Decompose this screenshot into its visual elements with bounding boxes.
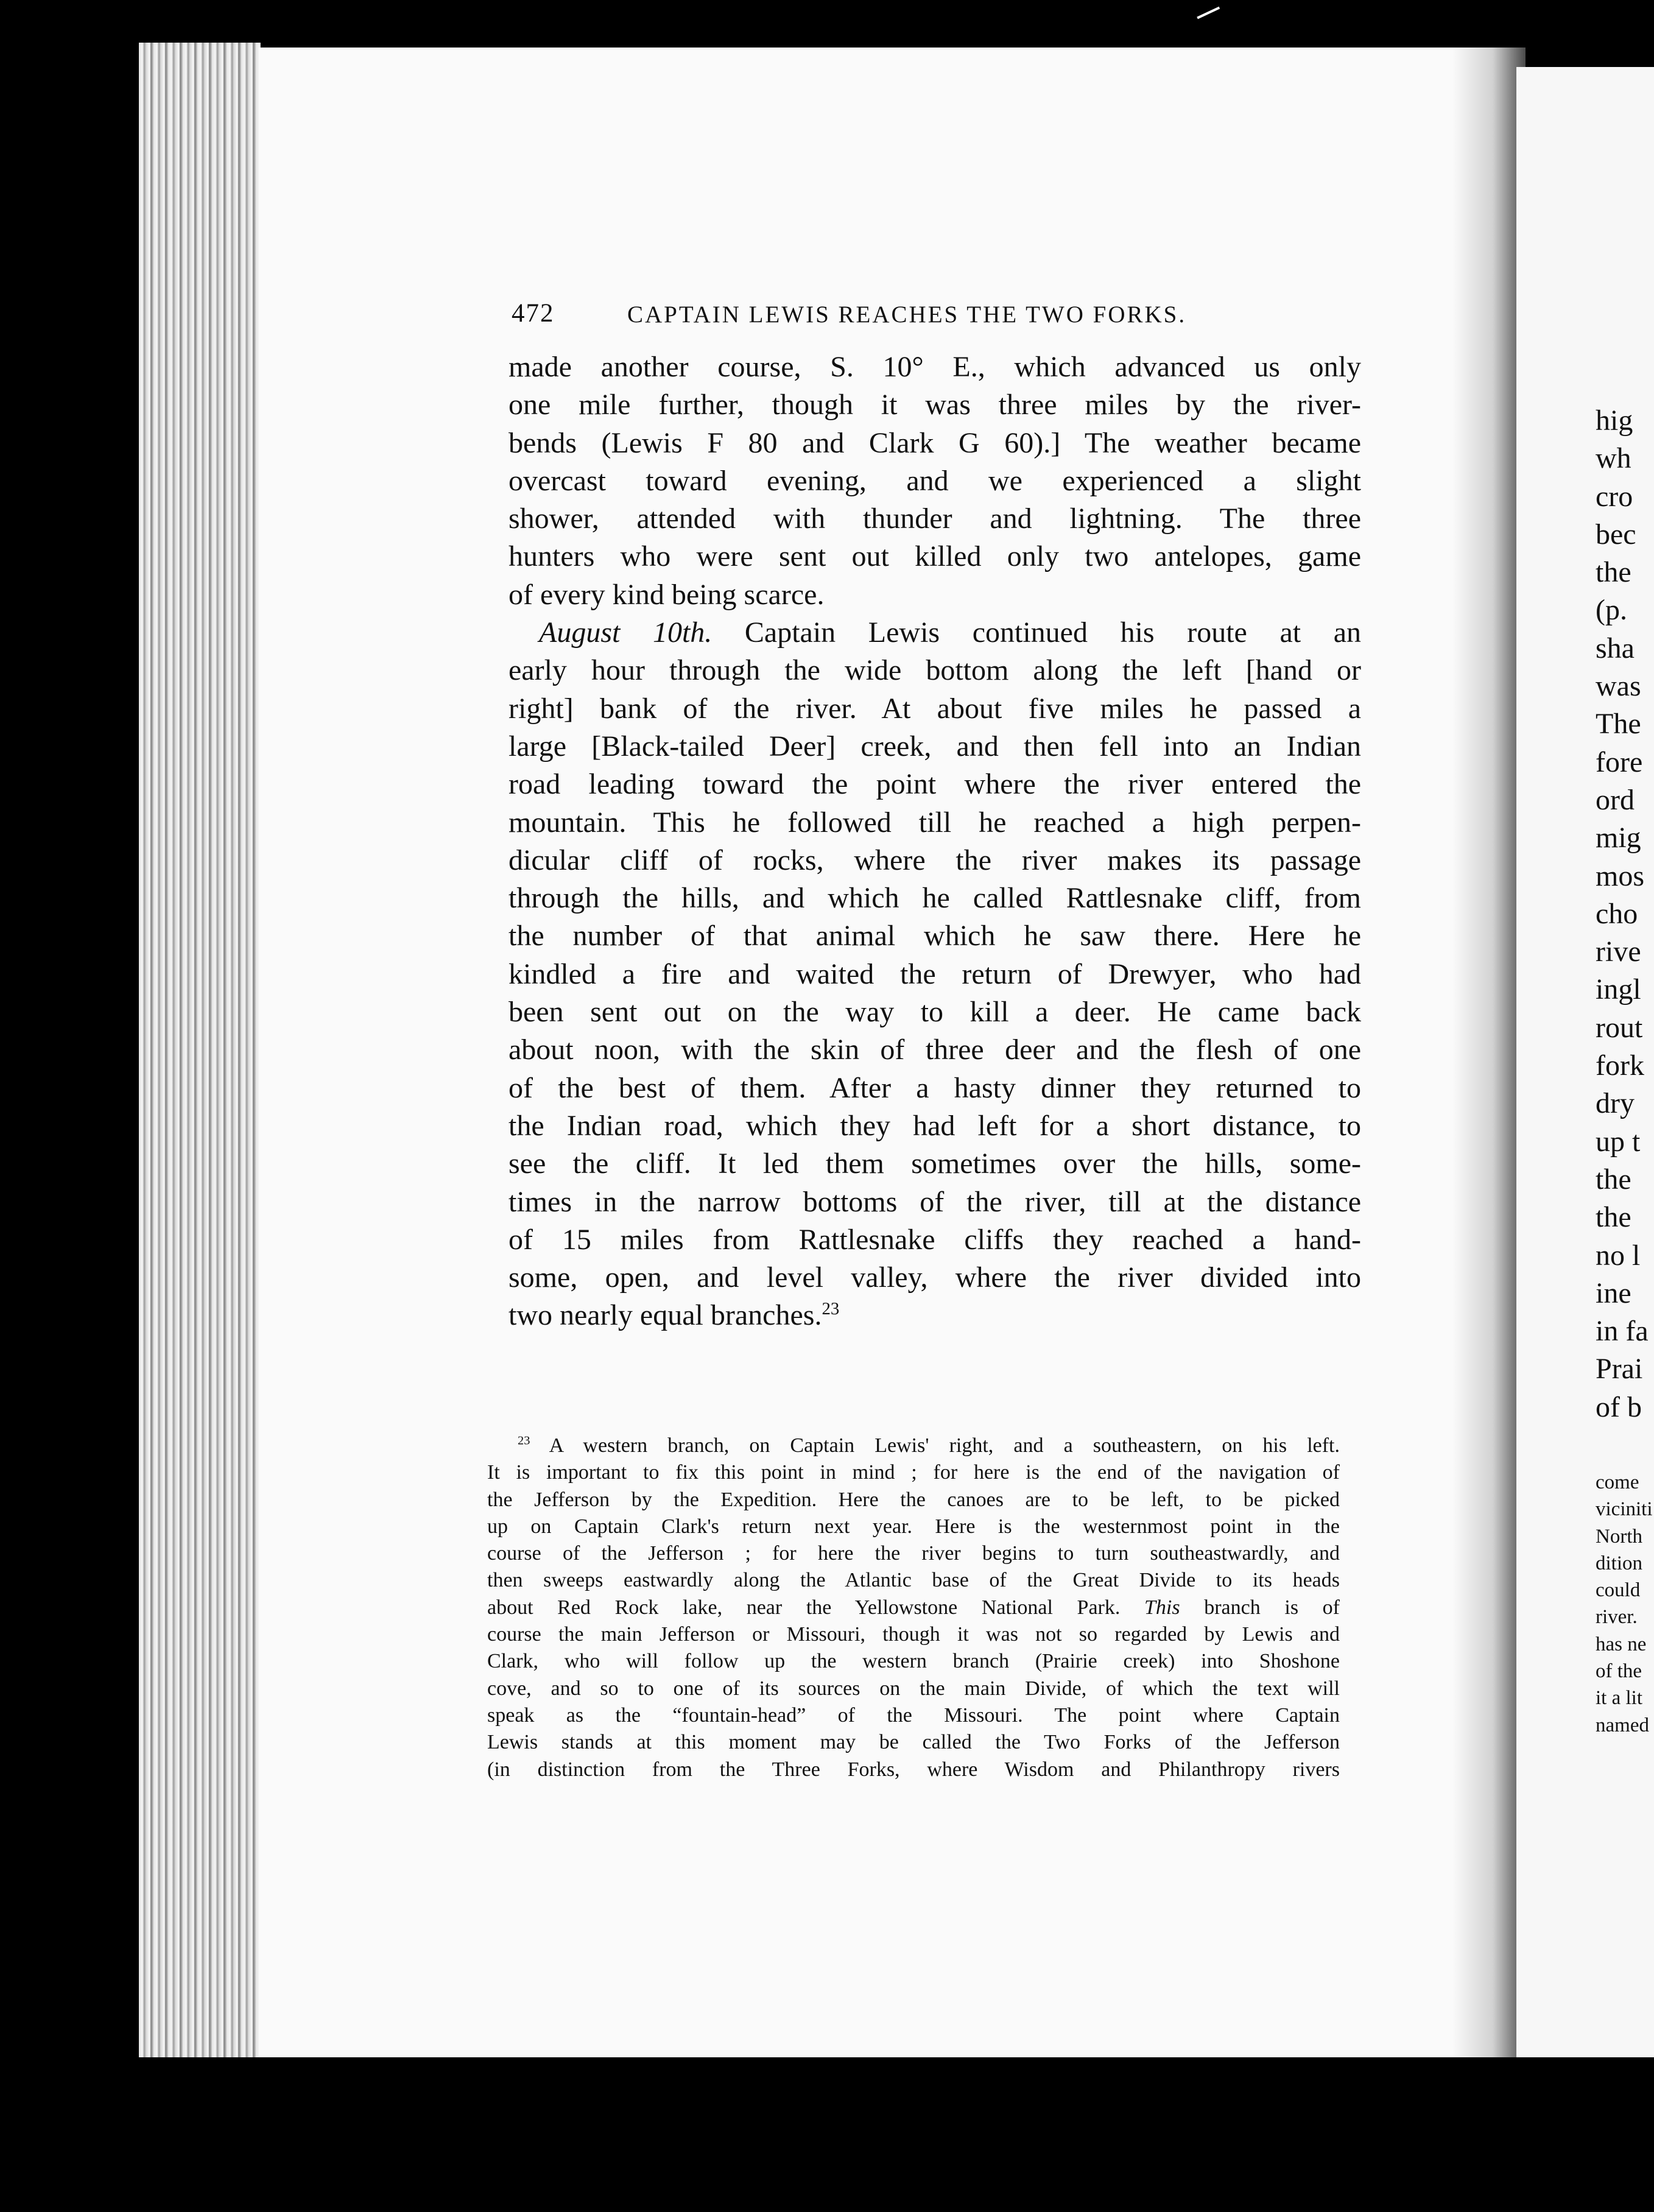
facing-line: (p. bbox=[1596, 594, 1627, 627]
footnote-marker: 23 bbox=[518, 1434, 530, 1448]
footnote-line: It is important to fix this point in mind ; for here is the end of the navigation of bbox=[487, 1461, 1340, 1484]
footnote-line: speak as the “fountain-head” of the Missouri. The point where Captain bbox=[487, 1703, 1340, 1727]
facing-line: the bbox=[1596, 556, 1631, 589]
scan-background bbox=[0, 2057, 1654, 2212]
facing-line: bec bbox=[1596, 518, 1636, 551]
facing-line: of b bbox=[1596, 1390, 1642, 1423]
facing-line: ine bbox=[1596, 1277, 1631, 1309]
facing-line: hig bbox=[1596, 404, 1633, 437]
facing-line: The bbox=[1596, 708, 1641, 741]
text-line: kindled a fire and waited the return of Drewyer, who had bbox=[509, 957, 1361, 990]
footnote-line: Lewis stands at this moment may be called the Two Forks of the Jefferson bbox=[487, 1731, 1340, 1754]
text-line: been sent out on the way to kill a deer. He came back bbox=[509, 996, 1361, 1029]
text-line: early hour through the wide bottom along the left [hand or bbox=[509, 654, 1361, 687]
facing-fn-line: it a lit bbox=[1596, 1687, 1642, 1710]
text-fragment: two nearly equal branches. bbox=[509, 1299, 822, 1332]
text-line: shower, attended with thunder and lightning. The three bbox=[509, 502, 1361, 535]
facing-line: rive bbox=[1596, 935, 1641, 968]
footnote-line: then sweeps eastwardly along the Atlantic base of the Great Divide to its heads bbox=[487, 1569, 1340, 1592]
facing-line: fore bbox=[1596, 745, 1643, 778]
facing-line: wh bbox=[1596, 442, 1631, 475]
footnote-line: up on Captain Clark's return next year. Here is the westernmost point in the bbox=[487, 1515, 1340, 1538]
text-fragment: branch is of bbox=[1180, 1596, 1340, 1619]
text-fragment: A western branch, on Captain Lewis' right, and a southeastern, on his left. bbox=[530, 1434, 1340, 1457]
text-line: one mile further, though it was three miles by the river- bbox=[509, 389, 1361, 421]
facing-fn-line: dition bbox=[1596, 1552, 1643, 1574]
italic-word: This bbox=[1144, 1596, 1180, 1619]
facing-line: mig bbox=[1596, 822, 1641, 854]
text-line: times in the narrow bottoms of the river, till at the distance bbox=[509, 1185, 1361, 1218]
facing-fn-line: viciniti bbox=[1596, 1498, 1653, 1521]
running-title: CAPTAIN LEWIS REACHES THE TWO FORKS. bbox=[627, 301, 1187, 328]
text-line: the Indian road, which they had left for a short distance, to bbox=[509, 1109, 1361, 1142]
text-line: about noon, with the skin of three deer and the flesh of one bbox=[509, 1034, 1361, 1066]
facing-line: up t bbox=[1596, 1125, 1641, 1158]
facing-fn-line: named bbox=[1596, 1714, 1649, 1736]
text-line: made another course, S. 10° E., which advanced us only bbox=[509, 351, 1361, 383]
facing-line: cro bbox=[1596, 480, 1633, 513]
footnote-reference: 23 bbox=[822, 1299, 840, 1319]
facing-line: rout bbox=[1596, 1011, 1643, 1044]
facing-line: in fa bbox=[1596, 1315, 1649, 1348]
text-line: the number of that animal which he saw there. Here he bbox=[509, 920, 1361, 953]
footnote-line: course of the Jefferson ; for here the river begins to turn southeastwardly, and bbox=[487, 1542, 1340, 1565]
facing-fn-line: North bbox=[1596, 1525, 1642, 1548]
footnote-line: (in distinction from the Three Forks, where Wisdom and Philanthropy rivers bbox=[487, 1758, 1340, 1781]
running-header bbox=[512, 298, 1255, 341]
text-line: road leading toward the point where the river entered the bbox=[509, 768, 1361, 801]
facing-fn-line: river. bbox=[1596, 1606, 1638, 1629]
facing-line: sha bbox=[1596, 632, 1635, 664]
facing-line: no l bbox=[1596, 1239, 1641, 1272]
facing-line: the bbox=[1596, 1163, 1631, 1196]
text-line: of the best of them. After a hasty dinner they returned to bbox=[509, 1071, 1361, 1104]
text-line: mountain. This he followed till he reached a high perpen- bbox=[509, 806, 1361, 839]
book-gutter bbox=[1452, 48, 1526, 2057]
facing-line: Prai bbox=[1596, 1353, 1643, 1386]
text-line: some, open, and level valley, where the river divided into bbox=[509, 1261, 1361, 1294]
footnote bbox=[487, 1432, 1340, 1783]
text-line: large [Black-tailed Deer] creek, and then fell into an Indian bbox=[509, 730, 1361, 763]
facing-line: cho bbox=[1596, 897, 1638, 930]
facing-fn-line: come bbox=[1596, 1471, 1639, 1493]
body-text bbox=[509, 348, 1361, 1335]
footnote-line-with-italic bbox=[487, 1594, 1340, 1621]
footnote-line: Clark, who will follow up the western branch (Prairie creek) into Shoshone bbox=[487, 1650, 1340, 1673]
text-line: dicular cliff of rocks, where the river makes its passage bbox=[509, 844, 1361, 876]
paragraph-first-line bbox=[509, 614, 1361, 652]
text-fragment: about Red Rock lake, near the Yellowstone National Park. bbox=[487, 1596, 1121, 1619]
page-edges bbox=[139, 43, 261, 2086]
scan-mark bbox=[1192, 0, 1220, 19]
text-line: through the hills, and which he called Rattlesnake cliff, from bbox=[509, 882, 1361, 915]
paragraph-last-line bbox=[509, 1297, 1361, 1334]
text-line: bends (Lewis F 80 and Clark G 60).] The weather became bbox=[509, 426, 1361, 459]
facing-fn-line: could bbox=[1596, 1579, 1641, 1602]
facing-page-text bbox=[1596, 402, 1649, 1426]
text-line: overcast toward evening, and we experienced a slight bbox=[509, 464, 1361, 497]
text-line: right] bank of the river. At about five miles he passed a bbox=[509, 692, 1361, 725]
facing-line: dry bbox=[1596, 1087, 1635, 1120]
facing-line: mos bbox=[1596, 859, 1645, 892]
facing-line: ingl bbox=[1596, 973, 1641, 1006]
footnote-first-line bbox=[487, 1432, 1340, 1459]
facing-fn-line: has ne bbox=[1596, 1633, 1647, 1655]
date-heading: August 10th. bbox=[539, 616, 713, 649]
text-fragment: Captain Lewis continued his route at an bbox=[712, 616, 1362, 649]
text-line: of 15 miles from Rattlesnake cliffs they reached a hand- bbox=[509, 1223, 1361, 1256]
text-line: hunters who were sent out killed only two antelopes, game bbox=[509, 540, 1361, 573]
text-line: of every kind being scarce. bbox=[509, 578, 825, 611]
footnote-line: course the main Jefferson or Missouri, though it was not so regarded by Lewis and bbox=[487, 1623, 1340, 1646]
facing-line: fork bbox=[1596, 1049, 1644, 1082]
text-line: see the cliff. It led them sometimes over the hills, some- bbox=[509, 1147, 1361, 1180]
facing-line: ord bbox=[1596, 783, 1635, 816]
facing-line: the bbox=[1596, 1201, 1631, 1234]
facing-fn-line: of the bbox=[1596, 1660, 1642, 1683]
facing-page-footnote bbox=[1596, 1469, 1653, 1739]
footnote-line: cove, and so to one of its sources on the main Divide, of which the text will bbox=[487, 1677, 1340, 1700]
page-number: 472 bbox=[512, 299, 555, 328]
footnote-line: the Jefferson by the Expedition. Here the canoes are to be left, to be picked bbox=[487, 1488, 1340, 1511]
facing-line: was bbox=[1596, 670, 1641, 703]
